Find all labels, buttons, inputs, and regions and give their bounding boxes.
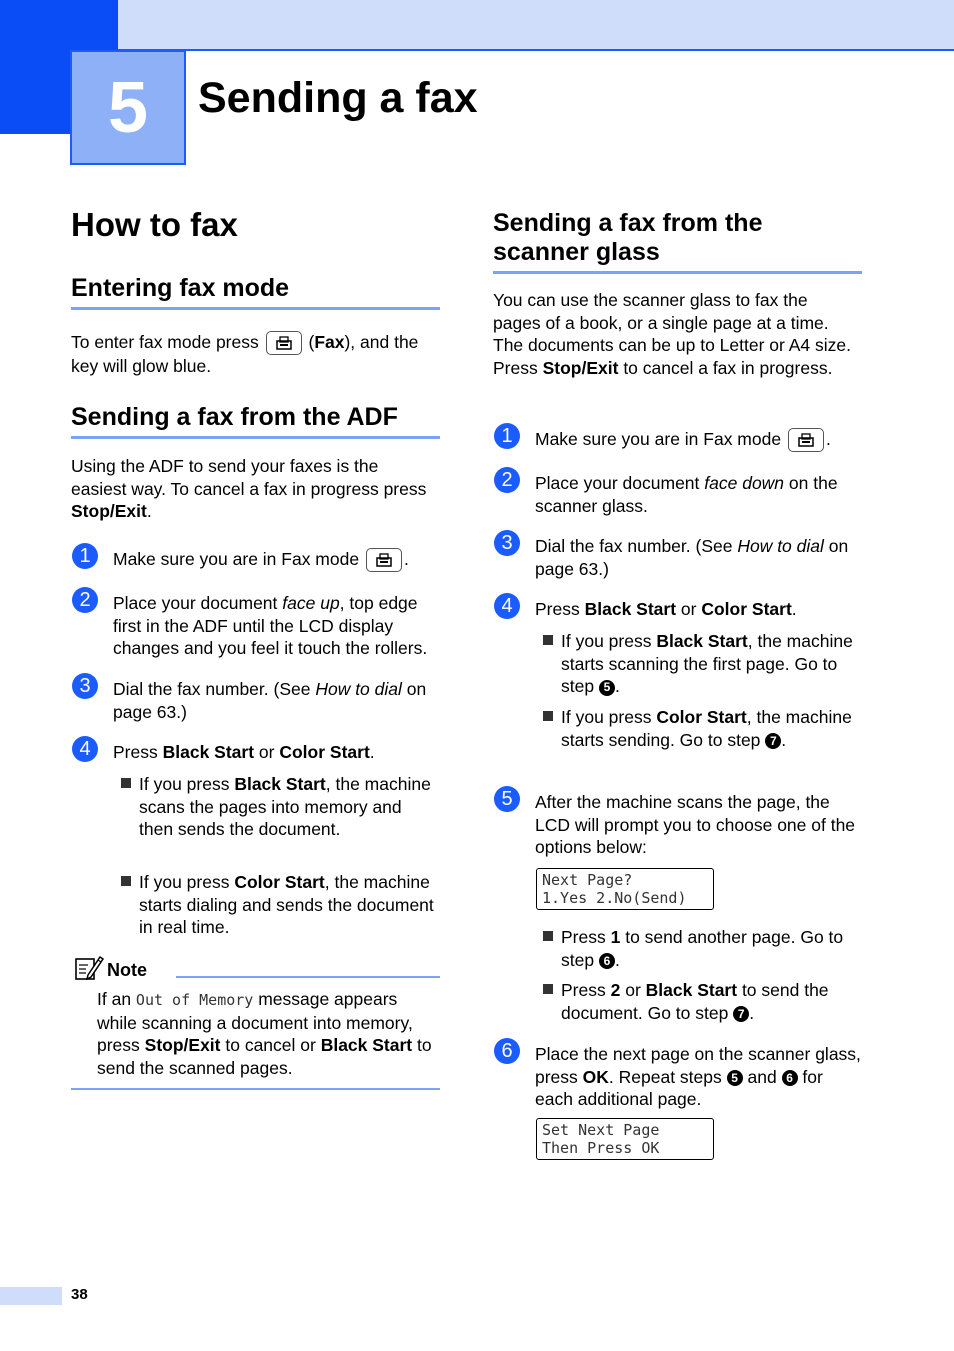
bullet-text: If you press Black Start, the machine scans the pages into memory and then sends the document. bbox=[139, 774, 431, 840]
lcd-display: Next Page? 1.Yes 2.No(Send) bbox=[536, 868, 714, 910]
chapter-number: 5 bbox=[70, 50, 186, 165]
step-number: 3 bbox=[72, 673, 98, 699]
note-text: If an Out of Memory message appears while scanning a document into memory, press Stop/Exit to cancel or Black Start to send the scanned pages. bbox=[97, 989, 432, 1078]
step-text: Place the next page on the scanner glass, press OK. Repeat steps 5 and 6 for each additional page. bbox=[535, 1044, 861, 1110]
step-text: Dial the fax number. (See How to dial on page 63.) bbox=[113, 679, 427, 722]
bullet-text: If you press Color Start, the machine starts sending. Go to step 7 . bbox=[561, 707, 852, 750]
step-text: Dial the fax number. (See How to dial on page 63.) bbox=[535, 536, 849, 579]
step-text: Place your document face down on the scanner glass. bbox=[535, 473, 838, 516]
top-banner bbox=[0, 0, 954, 51]
step-number: 2 bbox=[72, 587, 98, 613]
paragraph: To enter fax mode press (Fax), and the key will glow blue. bbox=[71, 332, 419, 377]
section-heading: How to fax bbox=[71, 206, 238, 243]
subsection-title: Entering fax mode bbox=[71, 274, 440, 310]
bullet-text: If you press Color Start, the machine starts dialing and sends the document in real time. bbox=[139, 872, 434, 938]
page-number-bar bbox=[0, 1287, 62, 1305]
step-text: Make sure you are in Fax mode . bbox=[113, 548, 443, 572]
bullet-square bbox=[543, 635, 553, 645]
step-number: 2 bbox=[494, 467, 520, 493]
bullet-text: Press 2 or Black Start to send the document. Go to step 7 . bbox=[561, 980, 829, 1023]
bullet-square bbox=[543, 711, 553, 721]
bullet-square bbox=[121, 876, 131, 886]
step-text: Make sure you are in Fax mode . bbox=[535, 428, 865, 452]
paragraph: You can use the scanner glass to fax the pages of a book, or a single page at a time. The documents can be up to Letter or A4 size. Press Stop/Exit to cancel a fax in progress. bbox=[493, 290, 851, 378]
note-title: Note bbox=[107, 960, 147, 980]
fax-key-icon bbox=[266, 331, 302, 355]
paragraph: Using the ADF to send your faxes is the easiest way. To cancel a fax in progress press Stop/Exit. bbox=[71, 456, 427, 522]
note-rule bbox=[176, 976, 440, 978]
fax-key-icon bbox=[788, 428, 824, 452]
chapter-title: Sending a fax bbox=[198, 74, 478, 122]
bullet-square bbox=[543, 931, 553, 941]
step-number: 1 bbox=[72, 543, 98, 569]
step-text: Press Black Start or Color Start. bbox=[535, 599, 797, 619]
bullet-text: If you press Black Start, the machine starts scanning the first page. Go to step 5 . bbox=[561, 631, 853, 697]
page-number: 38 bbox=[71, 1286, 88, 1303]
step-number: 4 bbox=[72, 736, 98, 762]
step-number: 4 bbox=[494, 593, 520, 619]
bullet-text: Press 1 to send another page. Go to step 6 . bbox=[561, 927, 844, 970]
bullet-square bbox=[543, 984, 553, 994]
subsection-title: Sending a fax from the ADF bbox=[71, 403, 440, 439]
step-text: Press Black Start or Color Start. bbox=[113, 742, 375, 762]
step-text: After the machine scans the page, the LCD will prompt you to choose one of the options below: bbox=[535, 792, 856, 858]
step-text: Place your document face up, top edge first in the ADF until the LCD display changes and you feel it touch the rollers. bbox=[113, 593, 428, 659]
lcd-display: Set Next Page Then Press OK bbox=[536, 1118, 714, 1160]
step-number: 6 bbox=[494, 1038, 520, 1064]
note-pencil-icon bbox=[74, 953, 104, 983]
step-number: 5 bbox=[494, 786, 520, 812]
bullet-square bbox=[121, 778, 131, 788]
fax-key-icon bbox=[366, 548, 402, 572]
step-number: 1 bbox=[494, 423, 520, 449]
step-number: 3 bbox=[494, 530, 520, 556]
section-title: Sending a fax from the scanner glass bbox=[493, 209, 862, 274]
